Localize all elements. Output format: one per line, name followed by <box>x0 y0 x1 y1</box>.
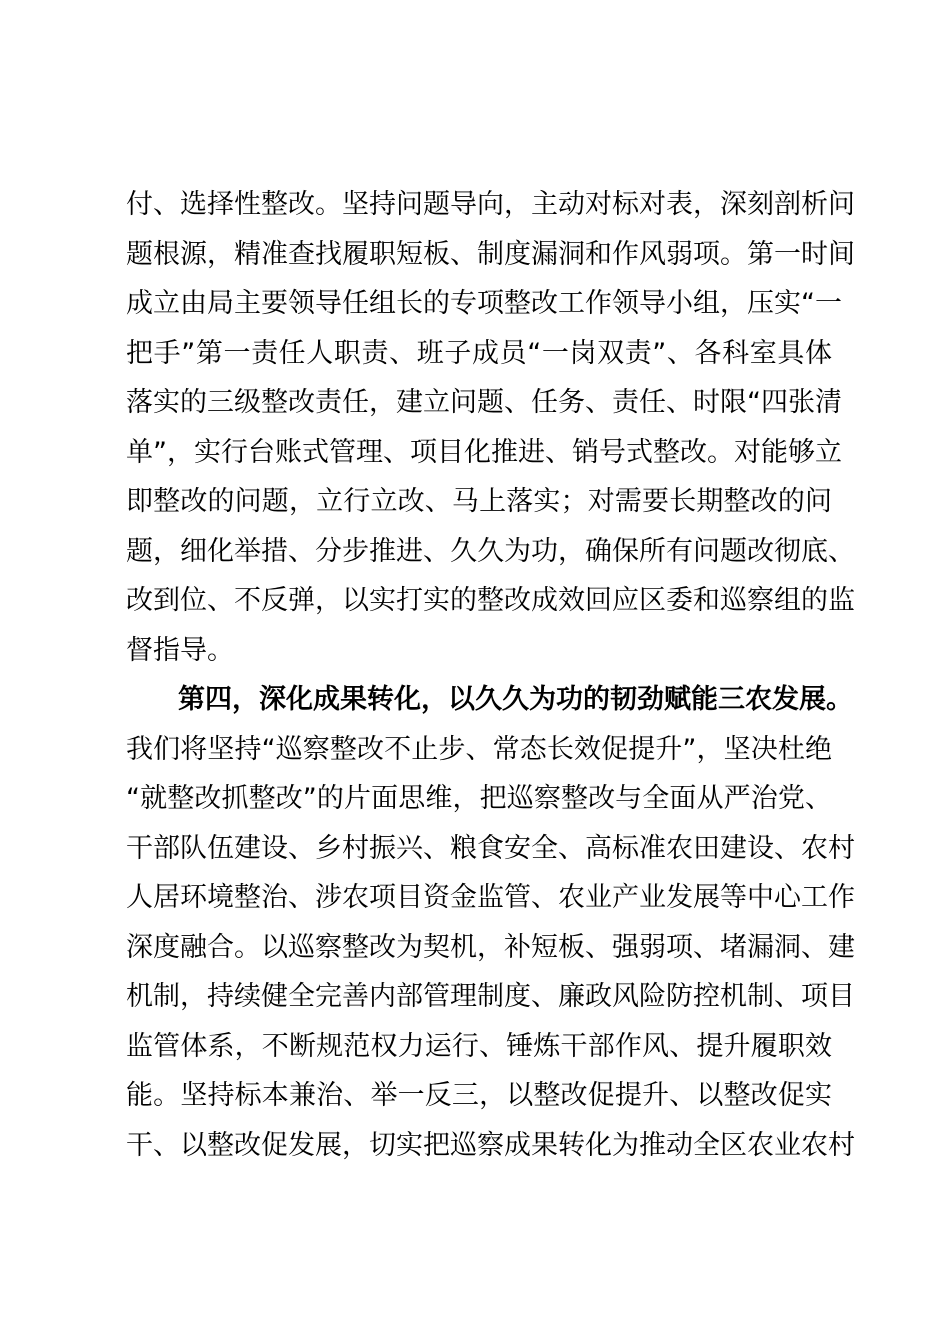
text-line: 人居环境整治、涉农项目资金监管、农业产业发展等中心工作 <box>126 882 855 913</box>
text-line: 能。坚持标本兼治、举一反三，以整改促提升、以整改促实 <box>126 1080 832 1111</box>
text-line: 题，细化举措、分步推进、久久为功，确保所有问题改彻底、 <box>126 535 855 567</box>
text-line: 即整改的问题，立行立改、马上落实；对需要长期整改的问 <box>126 486 832 517</box>
text-line: 把手”第一责任人职责、班子成员“一岗双责”、各科室具体 <box>126 337 832 369</box>
text-line: 干、以整改促发展，切实把巡察成果转化为推动全区农业农村 <box>126 1129 855 1161</box>
text-line: 单”，实行台账式管理、项目化推进、销号式整改。对能够立 <box>126 436 842 468</box>
text-line: 我们将坚持“巡察整改不止步、常态长效促提升”，坚决杜绝 <box>126 733 832 765</box>
text-line: “就整改抓整改”的片面思维，把巡察整改与全面从严治党、 <box>126 783 832 814</box>
text-line: 监管体系，不断规范权力运行、锤炼干部作风、提升履职效 <box>126 1030 832 1062</box>
section-heading: 第四，深化成果转化，以久久为功的韧劲赋能三农发展。 <box>178 684 853 715</box>
text-line: 督指导。 <box>126 634 234 666</box>
text-line: 题根源，精准查找履职短板、制度漏洞和作风弱项。第一时间 <box>126 238 855 270</box>
text-line: 付、选择性整改。坚持问题导向，主动对标对表，深刻剖析问 <box>126 189 855 220</box>
document-body <box>126 180 855 1170</box>
text-line: 落实的三级整改责任，建立问题、任务、责任、时限“四张清 <box>126 387 842 418</box>
paragraph-results-transformation <box>126 725 855 1171</box>
text-line: 干部队伍建设、乡村振兴、粮食安全、高标准农田建设、农村 <box>126 832 855 864</box>
text-line: 机制，持续健全完善内部管理制度、廉政风险防控机制、项目 <box>126 981 855 1012</box>
text-line: 成立由局主要领导任组长的专项整改工作领导小组，压实“一 <box>126 288 842 319</box>
text-line: 深度融合。以巡察整改为契机，补短板、强弱项、堵漏洞、建 <box>126 931 855 963</box>
text-line: 改到位、不反弹，以实打实的整改成效回应区委和巡察组的监 <box>126 585 855 616</box>
paragraph-rectification <box>126 180 855 675</box>
